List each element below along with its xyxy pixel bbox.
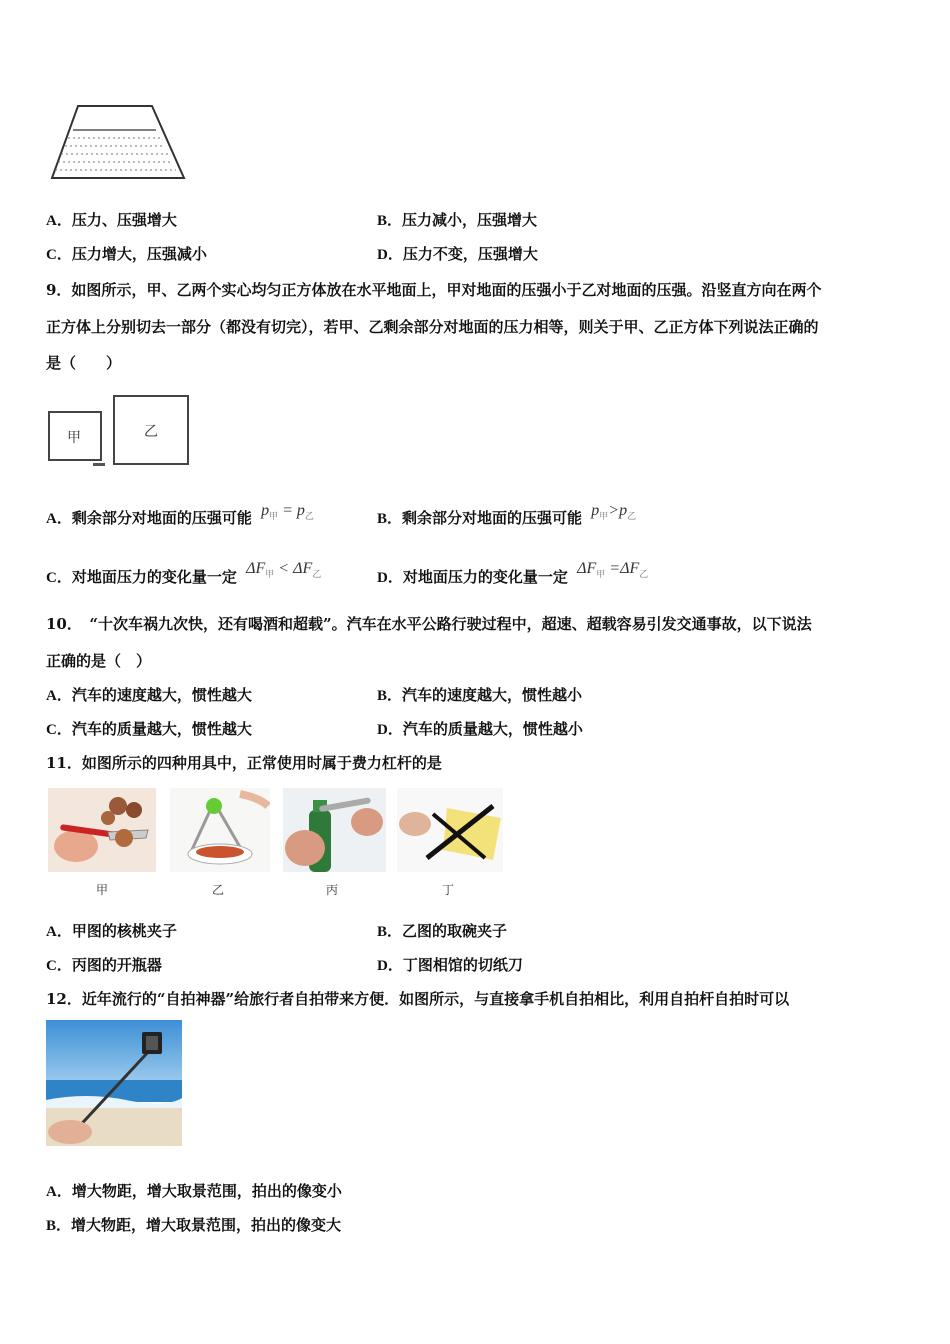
q9-stem-line3: 是（ ） (46, 354, 122, 372)
q11-option-d[interactable]: D．丁图相馆的切纸刀 (377, 956, 523, 974)
q9-option-d[interactable]: D．对地面压力的变化量一定 $\Delta F_甲 =\Delta F_乙$ (377, 560, 649, 586)
q10-option-a[interactable]: A．汽车的速度越大，惯性越大 (46, 686, 252, 704)
q9-option-c[interactable]: C．对地面压力的变化量一定 $\Delta F_甲 < \Delta F_乙$ (46, 560, 322, 586)
q9-stem-line1: 9．如图所示，甲、乙两个实心均匀正方体放在水平地面上，甲对地面的压强小于乙对地面的压强。沿竖直方向在两个 (46, 281, 822, 299)
q11-option-c[interactable]: C．丙图的开瓶器 (46, 956, 162, 974)
selfie-stick-photo (46, 1020, 182, 1146)
cube-yi-label: 乙 (144, 424, 158, 440)
paper-cutter-photo (397, 788, 503, 872)
q10-option-b[interactable]: B．汽车的速度越大，惯性越小 (377, 686, 583, 704)
q10-option-c[interactable]: C．汽车的质量越大，惯性越大 (46, 720, 252, 738)
q9-stem-line2: 正方体上分别切去一部分（都没有切完），若甲、乙剩余部分对地面的压力相等，则关于甲、乙正方体下列说法正确的 (46, 318, 819, 336)
photo-caption-ding: 丁 (442, 883, 455, 897)
bowl-tongs-photo (170, 788, 270, 872)
q10-option-d[interactable]: D．汽车的质量越大，惯性越小 (377, 720, 583, 738)
q12-option-b[interactable]: B．增大物距，增大取景范围，拍出的像变大 (46, 1216, 342, 1234)
photo-caption-jia: 甲 (96, 883, 109, 897)
photo-caption-yi: 乙 (212, 883, 225, 897)
q9-option-b-formula: $p_甲>p_乙$ (591, 502, 637, 522)
q8-option-b[interactable]: B．压力减小，压强增大 (377, 211, 538, 229)
q11-stem: 11．如图所示的四种用具中，正常使用时属于费力杠杆的是 (46, 754, 442, 772)
q9-option-a-formula: $p_甲 = p_乙$ (261, 502, 314, 522)
q8-option-d[interactable]: D．压力不变，压强增大 (377, 245, 538, 263)
q8-option-c[interactable]: C．压力增大，压强减小 (46, 245, 207, 263)
q12-option-a[interactable]: A．增大物距，增大取景范围，拍出的像变小 (46, 1182, 342, 1200)
q11-option-b[interactable]: B．乙图的取碗夹子 (377, 922, 508, 940)
q9-option-b[interactable]: B．剩余部分对地面的压强可能 $p_甲>p_乙$ (377, 502, 637, 527)
walnut-cracker-photo (48, 788, 156, 872)
cube-jia-label: 甲 (67, 430, 81, 446)
q8-option-a[interactable]: A．压力、压强增大 (46, 211, 177, 229)
trapezoid-container-figure (48, 100, 190, 184)
cube-yi-figure (113, 395, 189, 465)
q9-option-a[interactable]: A．剩余部分对地面的压强可能 $p_甲 = p_乙$ (46, 502, 314, 527)
q11-option-a[interactable]: A．甲图的核桃夹子 (46, 922, 177, 940)
bottle-opener-photo (283, 788, 386, 872)
q12-stem: 12．近年流行的“自拍神器”给旅行者自拍带来方便．如图所示，与直接拿手机自拍相比，利用自拍杆自拍时可以 (46, 990, 790, 1008)
photo-caption-bing: 丙 (326, 883, 339, 897)
q9-option-d-formula: $\Delta F_甲 =\Delta F_乙$ (577, 560, 649, 580)
cube-jia-figure (48, 411, 102, 461)
q10-stem-line2: 正确的是（ ） (46, 652, 152, 670)
q10-stem-line1: 10． “十次车祸九次快，还有喝酒和超载”。汽车在水平公路行驶过程中，超速、超载容易引发交通事故，以下说法 (46, 615, 812, 633)
q9-option-c-formula: $\Delta F_甲 < \Delta F_乙$ (246, 560, 322, 580)
cube-jia-base-mark (93, 463, 105, 466)
